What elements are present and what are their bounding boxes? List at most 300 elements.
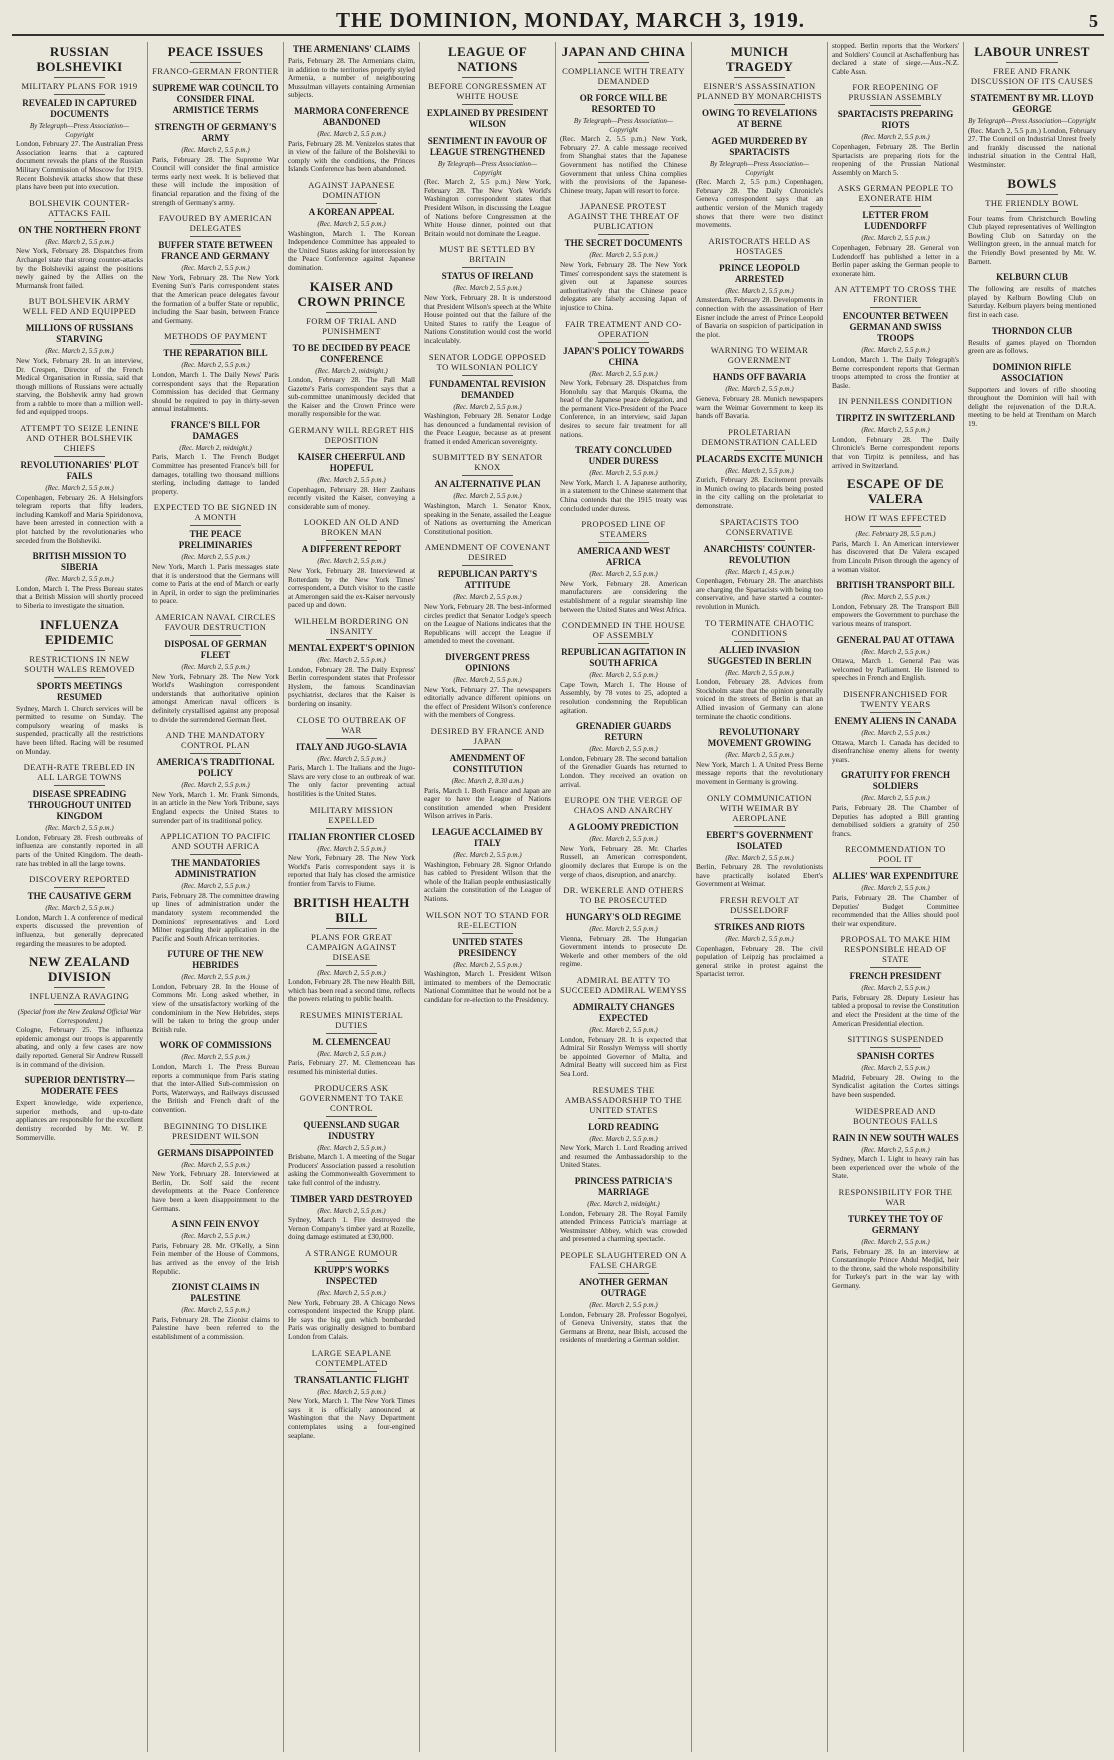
- dateline: (Rec. March 2, 5.5 p.m.): [861, 794, 930, 803]
- article-body: London, February 28. The second battalion of the Grenadier Guards has returned to London. They received an ovation on arrival.: [560, 753, 687, 789]
- rule-divider: [734, 368, 785, 369]
- article: [16, 617, 143, 757]
- dateline: (Rec. March 2, 5.5 p.m.): [181, 146, 250, 154]
- article: [832, 396, 959, 470]
- article-body: New York, February 28. A Chicago News correspondent inspected the Krupp plant. He says the big gun which bombarded Paris was originally designed to bombard London from Calais.: [288, 1297, 415, 1341]
- subhead: MILITARY PLANS FOR 1919: [21, 81, 138, 91]
- article-body: New York, February 28. Interviewed at Berlin, Dr. Solf said the recent developments at the Peace Conference have been a keen disappointment to the Germans.: [152, 1169, 279, 1213]
- dateline: (Rec. March 2, 5.5 p.m.): [453, 284, 522, 293]
- deck: THE PEACE PRELIMINARIES: [178, 529, 253, 551]
- article: [152, 420, 279, 497]
- deck: ALLIES' WAR EXPENDITURE: [832, 871, 959, 882]
- article-body: New York, March 1. A United Press Berne message reports that the revolutionary movement in Germany is growing.: [696, 759, 823, 786]
- columns: [12, 36, 1104, 1752]
- dateline: (Rec. March 2, 5.5 p.m.): [861, 728, 930, 737]
- subhead: AMERICAN NAVAL CIRCLES FAVOUR DESTRUCTION: [155, 612, 276, 632]
- rule-divider: [54, 677, 105, 678]
- article: [968, 326, 1096, 356]
- subhead: SPARTACISTS TOO CONSERVATIVE: [719, 516, 800, 537]
- article-body: Copenhagen, February 26. A Helsingfors telegram reports that fifty leaders, including Kamkoff and Maria Spiridonova, have been arrested in connection with a plot hatched by the revolutionaries who seceded from the Bolsheviki.: [16, 492, 143, 545]
- article-body: New York, February 28. Mr. Charles Russell, an American correspondent, gloomily declares that Europe is on the verge of chaos, disruption, and anarchy.: [560, 843, 687, 879]
- headline: ESCAPE OF DE VALERA: [846, 476, 945, 507]
- dateline: By Telegraph—Press Association—Copyright: [573, 117, 674, 134]
- dateline: (Rec. March 2, 5.5 p.m.): [453, 850, 522, 859]
- article: [16, 423, 143, 545]
- rule-divider: [326, 540, 377, 541]
- deck: ITALIAN FRONTIER CLOSED: [288, 831, 415, 842]
- article-body: Copenhagen, February 28. The anarchists are charging the Spartacists with being too conservative, and have started a counter-revolution in Munich.: [696, 576, 823, 612]
- rule-divider: [734, 641, 785, 642]
- rule-divider: [870, 712, 921, 713]
- article: [560, 1085, 687, 1170]
- article: [424, 44, 551, 130]
- article-body: London, February 28. Professor Bogolyei, of Geneva University, states that the Germans at Brenz, near Ibish, accused the residents of murdering a German soldier.: [560, 1309, 687, 1345]
- deck: GRATUITY FOR FRENCH SOLDIERS: [840, 770, 950, 792]
- subhead: MILITARY MISSION EXPELLED: [309, 804, 394, 825]
- dateline: (Rec. March 2, 5.5 p.m.): [861, 593, 930, 602]
- article-body: Paris, February 28. The Chamber of Deputies' Budget Committee recommended that the Allies should pool their war expenditure.: [832, 892, 959, 928]
- article-body: New York, February 28. The New York Evening Sun's Paris correspondent states that the American peace delegates favour the formation of a buffer State or republic, including the Saar basin, between France and Germany.: [152, 272, 279, 325]
- rule-divider: [326, 1371, 377, 1372]
- column-2: [148, 42, 284, 1752]
- rule-divider: [190, 1144, 241, 1145]
- article: [288, 1348, 415, 1441]
- rule-divider: [598, 62, 649, 63]
- headline: MUNICH TRAGEDY: [725, 44, 794, 74]
- article-body: Four teams from Christchurch Bowling Club played representatives of Wellington Bowling Club on Saturday on the Wellington green, in the annual match for the Friendly Bowl presented by Mr. W. Barnett.: [968, 213, 1096, 266]
- article-body: London, February 28. The Daily Express' Berlin correspondent states that Professor Hyslem, the famous Scandinavian psychiatrist, declares that the Kaiser is bordering on insanity.: [288, 664, 415, 708]
- article: [288, 517, 415, 610]
- article-body: Sydney, March 1. Fire destroyed the Vernon Company's timber yard at Rozelle, doing damage estimated at £30,000.: [288, 1215, 415, 1242]
- rule-divider: [326, 639, 377, 640]
- subhead: RECOMMENDATION TO POOL IT: [845, 844, 946, 865]
- dateline: (Rec. March 2, 5.5 p.m.): [45, 904, 114, 913]
- article: [832, 42, 959, 76]
- deck: THORNDON CLUB: [991, 325, 1073, 336]
- dateline: (Rec. March 2, 5.5 p.m.): [45, 237, 114, 246]
- article-body: New York, March 1. Paris messages state that it is understood that the Germans will come to Paris at the end of March or early in April, in order to sign the preliminaries to peace.: [152, 562, 279, 606]
- subhead: WARNING TO WEIMAR GOVERNMENT: [710, 345, 809, 366]
- article-body: London, February 28. The Pall Mall Gazette's Paris correspondent says that a sub-committee unanimously decided that the Kaiser and the Crown Prince were morally responsible for the war.: [288, 375, 415, 419]
- article-body: Copenhagen, February 28. Herr Zauhaus recently visited the Kaiser, conveying a considerable sum of money.: [288, 484, 415, 511]
- article-body: London, February 28. The Daily Chronicle's Berne correspondent reports that von Tirpitz is penniless, and has arrived in Switzerland.: [832, 434, 959, 470]
- headline: RUSSIAN BOLSHEVIKI: [36, 44, 123, 74]
- article: [152, 331, 279, 414]
- deck: KAISER CHEERFUL AND HOPEFUL: [297, 452, 406, 474]
- dateline: (Rec. March 2, 5.5 p.m.): [725, 466, 794, 475]
- dateline: (Rec. March 2, 5.5 p.m.): [589, 835, 658, 844]
- subhead: MUST BE SETTLED BY BRITAIN: [439, 244, 536, 265]
- deck: DIVERGENT PRESS OPINIONS: [445, 652, 530, 673]
- subhead: METHODS OF PAYMENT: [164, 331, 267, 342]
- dateline: (Rec. March 2, 5.5 p.m.): [589, 369, 658, 378]
- deck: REVEALED IN CAPTURED DOCUMENTS: [22, 98, 137, 119]
- dateline: (Rec. March 2, 5.5 p.m.): [181, 361, 250, 370]
- dateline: (Rec. March 2, 5.5 p.m.): [453, 960, 522, 969]
- article: [832, 1187, 959, 1291]
- deck: OWING TO REVELATIONS AT BERNE: [701, 108, 818, 129]
- deck: SPARTACISTS PREPARING RIOTS: [837, 109, 954, 131]
- dateline: (Rec. March 2, 5.5 p.m.): [725, 934, 794, 943]
- article-body: London, March 1. The Daily Telegraph's Berne correspondent reports that German troops attempted to cross the frontier at Basle.: [832, 354, 959, 390]
- article-body: Paris, March 1. The French Budget Committee has presented France's bill for damages, totalling two thousand millions sterling, including damage to landed property.: [152, 452, 279, 496]
- article: [560, 44, 687, 195]
- rule-divider: [54, 221, 105, 222]
- article-body: New York, March 1. Mr. Frank Simonds, in an article in the New York Tribune, says England expects the United States to surrender part of its traditional policy.: [152, 789, 279, 825]
- article-body: Paris, February 28. The Supreme War Council will consider the final armistice terms early next week. It is believed that these will include the imposition of financial reparation and the fixing of the strength of Germany's army.: [152, 154, 279, 207]
- article: [424, 136, 551, 238]
- dateline: (Rec. March 2, 5.5 p.m.): [861, 884, 930, 893]
- article-body: Paris, February 28. Deputy Lesieur has tabled a proposal to revise the Constitution and elect the President at the time of the American Presidential election.: [832, 992, 959, 1028]
- rule-divider: [1006, 211, 1057, 212]
- article-body: New York, February 28. American manufacturers are considering the establishment of a regular steamship line between the United States and West Africa.: [560, 578, 687, 614]
- deck: M. CLEMENCEAU: [312, 1036, 391, 1047]
- rule-divider: [870, 967, 921, 968]
- rule-divider: [190, 753, 241, 754]
- article-body: London, March 1. The Daily News' Paris correspondent says that the Reparation Commission has decided that Germany should be required to pay in thirty-seven annual instalments.: [152, 369, 279, 414]
- article-body: Copenhagen, February 28. General von Ludendorff has published a letter in a Berlin paper asking the German people to exonerate him.: [832, 242, 959, 278]
- deck: TREATY CONCLUDED UNDER DURESS: [575, 445, 672, 467]
- dateline: (Rec. March 2, 5.5 p.m.): [45, 824, 114, 833]
- rule-divider: [326, 339, 377, 340]
- article: [16, 551, 143, 610]
- rule-divider: [870, 409, 921, 410]
- deck: STATUS OF IRELAND: [441, 271, 534, 282]
- article-body: Copenhagen, February 28. The civil population of Leipzig has proclaimed a general strike in protest against the Spartacist terror.: [696, 943, 823, 979]
- deck: A SINN FEIN ENVOY: [171, 1219, 260, 1230]
- rule-divider: [598, 234, 649, 235]
- deck: TIRPITZ IN SWITZERLAND: [835, 413, 956, 424]
- newspaper-title: THE DOMINION, MONDAY, MARCH 3, 1919.: [335, 8, 806, 32]
- deck: GERMANS DISAPPOINTED: [157, 1147, 274, 1158]
- subhead: RESPONSIBILITY FOR THE WAR: [838, 1187, 953, 1207]
- article-body: London, February 28. In the House of Commons Mr. Long asked whether, in view of the unsatisfactory working of the condominium in the New Hebrides, steps will be taken to bring the group under British rule.: [152, 981, 279, 1034]
- article: [16, 762, 143, 868]
- deck: THE REPARATION BILL: [163, 348, 268, 359]
- article: [288, 715, 415, 799]
- deck: AN ALTERNATIVE PLAN: [434, 479, 541, 490]
- deck: BRITISH MISSION TO SIBERIA: [32, 551, 127, 573]
- dateline: (Rec. March 2, 5.5 p.m.): [453, 593, 522, 602]
- article: [424, 542, 551, 646]
- article: [424, 352, 551, 447]
- rule-divider: [462, 565, 513, 566]
- deck: ADMIRALTY CHANGES EXPECTED: [572, 1002, 675, 1024]
- article-body: New York, March 1. A Japanese authority, in a statement to the Chinese statement that China contends that the 1915 treaty was concluded under duress.: [560, 477, 687, 513]
- deck: ANARCHISTS' COUNTER-REVOLUTION: [703, 543, 816, 565]
- headline: LABOUR UNREST: [974, 44, 1090, 59]
- subhead: LOOKED AN OLD AND BROKEN MAN: [303, 517, 400, 538]
- article-body: Supporters and lovers of rifle shooting throughout the Dominion will hail with delight the rejuvenation of the D.R.A. meeting to be held at Trentham on March 19.: [968, 384, 1096, 429]
- article: [288, 106, 415, 174]
- dateline: (Rec. March 2, 5.5 p.m.): [861, 133, 930, 142]
- deck: THE CAUSATIVE GERM: [27, 891, 132, 902]
- article: [152, 831, 279, 943]
- rule-divider: [734, 826, 785, 827]
- article: [16, 874, 143, 948]
- headline: KAISER AND CROWN PRINCE: [297, 278, 406, 309]
- article-body: New York, February 28. It is understood that President Wilson's speech at the White House pointed out that the failure of the United States to ratify the League of Nations Constitution would cost the world incalculably.: [424, 292, 551, 345]
- article-body: Paris, February 28. The Armenians claim, in addition to the territories properly styled Armenia, a number of neighbouring Mussulman villayets containing Armenian subjects.: [288, 56, 415, 100]
- rule-divider: [734, 918, 785, 919]
- subhead: FAIR TREATMENT AND CO-OPERATION: [565, 318, 682, 339]
- rule-divider: [870, 307, 921, 308]
- rule-divider: [870, 105, 921, 106]
- article-body: New York, February 28. Interviewed at Rotterdam by the New York Times' correspondent, a Dutch visitor to the castle at Amerongen said the ex-Kaiser nervously paced up and down.: [288, 566, 415, 610]
- rule-divider: [190, 62, 241, 63]
- rule-divider: [1006, 89, 1057, 90]
- article: [832, 844, 959, 928]
- dateline: (Rec. March 2, 5.5 p.m.): [181, 781, 250, 790]
- article-body: (Rec. March 2, 5.5 p.m.) London, February 27. The Council on Industrial Unrest freely and frankly discussed the national industrial situation in the Central Hall, Westminster.: [968, 125, 1096, 169]
- article: [832, 1034, 959, 1099]
- dateline: (Rec. March 2, 5.5 p.m.): [181, 264, 250, 273]
- column-5: [556, 42, 692, 1752]
- article-body: New York, March 1. Lord Reading arrived and resumed the Ambassadorship to the United States.: [560, 1143, 687, 1170]
- article-body: Expert knowledge, wide experience, superior methods, and up-to-date appliances are responsible for the excellent dentistry recorded by Mr. W. P. Sommerville.: [16, 1098, 143, 1142]
- column-1: [12, 42, 148, 1752]
- dateline: (Rec. March 2, 5.5 p.m.): [317, 844, 386, 853]
- subhead: INFLUENZA RAVAGING: [29, 991, 130, 1002]
- article: [560, 795, 687, 879]
- article: [152, 122, 279, 207]
- subhead: WIDESPREAD AND BOUNTEOUS FALLS: [853, 1105, 938, 1126]
- rule-divider: [326, 1261, 377, 1262]
- dateline: (Rec. March 2, 5.5 p.m.): [317, 129, 386, 138]
- article-body: Results of games played on Thorndon green are as follows.: [968, 337, 1096, 356]
- deck: MILLIONS OF RUSSIANS STARVING: [25, 323, 134, 345]
- subhead: RESUMES THE AMBASSADORSHIP TO THE UNITED STATES: [564, 1084, 683, 1115]
- dateline: (Rec. March 2, 5.5 p.m.): [317, 968, 386, 977]
- subhead: FAVOURED BY AMERICAN DELEGATES: [158, 213, 273, 234]
- dateline: (Rec. March 2, midnight.): [179, 443, 252, 452]
- article-body: Paris, February 28. M. Venizelos states that in view of the failure of the Bolsheviki to comply with the conditions, the Princes Islands Conference has been abandoned.: [288, 138, 415, 174]
- rule-divider: [326, 738, 377, 739]
- rule-divider: [54, 785, 105, 786]
- dateline: (Rec. March 2, 5.5 p.m.): [861, 346, 930, 355]
- article: [832, 183, 959, 278]
- article-body: Ottawa, March 1. Canada has decided to disenfranchise enemy aliens for twenty years.: [832, 737, 959, 764]
- deck: GRENADIER GUARDS RETURN: [575, 721, 672, 743]
- deck: KRUPP'S WORKS INSPECTED: [313, 1265, 390, 1286]
- article: [696, 427, 823, 511]
- subhead: AMENDMENT OF COVENANT DESIRED: [424, 542, 551, 563]
- article: [832, 689, 959, 764]
- rule-divider: [598, 1273, 649, 1274]
- dateline: (Rec. March 2, 5.5 p.m.): [181, 1306, 250, 1315]
- subhead: BOLSHEVIK COUNTER-ATTACKS FAIL: [29, 197, 130, 218]
- deck: PRINCE LEOPOLD ARRESTED: [719, 262, 800, 284]
- column-7: [828, 42, 964, 1752]
- article: [288, 44, 415, 100]
- deck: STRIKES AND RIOTS: [714, 921, 805, 932]
- article: [424, 726, 551, 821]
- deck: PLACARDS EXCITE MUNICH: [696, 453, 823, 464]
- rule-divider: [462, 104, 513, 105]
- article: [288, 1194, 415, 1242]
- rule-divider: [190, 525, 241, 526]
- article: [560, 1176, 687, 1244]
- subhead: AGAINST JAPANESE DOMINATION: [308, 179, 395, 200]
- subhead: FOR REOPENING OF PRUSSIAN ASSEMBLY: [848, 82, 943, 103]
- dateline: (Rec. March 2, 5.5 p.m.): [317, 1289, 386, 1297]
- dateline: (Rec. March 2, 5.5 p.m.): [861, 1064, 930, 1073]
- article-body: London, February 28. The Royal Family attended Princess Patricia's marriage at Westminster Abbey, which was crowded and presented a charming spectacle.: [560, 1208, 687, 1244]
- column-3: [284, 42, 420, 1752]
- article: [16, 198, 143, 291]
- subhead: ADMIRAL BEATTY TO SUCCEED ADMIRAL WEMYSS: [560, 975, 687, 996]
- rule-divider: [734, 259, 785, 260]
- deck: QUEENSLAND SUGAR INDUSTRY: [303, 1119, 400, 1141]
- subhead: EXPECTED TO BE SIGNED IN A MONTH: [153, 502, 278, 523]
- article: [560, 1250, 687, 1345]
- dateline: (Rec. March 2, 5.5 p.m.): [317, 476, 386, 485]
- article: [288, 616, 415, 709]
- article: [16, 44, 143, 192]
- deck: HANDS OFF BAVARIA: [712, 372, 807, 383]
- deck: SUPERIOR DENTISTRY—MODERATE FEES: [24, 1075, 135, 1097]
- article: [832, 770, 959, 838]
- subhead: RESTRICTIONS IN NEW SOUTH WALES REMOVED: [24, 653, 135, 674]
- article: [696, 345, 823, 420]
- subhead: DR. WEKERLE AND OTHERS TO BE PROSECUTED: [563, 885, 684, 906]
- article: [16, 954, 143, 1069]
- subhead: DISENFRANCHISED FOR TWENTY YEARS: [843, 688, 948, 709]
- article-body: Washington, March 1. Senator Knox, speaking in the Senate, assailed the League of Nations as overturning the American Constitutional position.: [424, 501, 551, 536]
- rule-divider: [870, 206, 921, 207]
- article-body: Cape Town, March 1. The House of Assembly, by 78 votes to 25, adopted a resolution condemning the Republican agitation.: [560, 679, 687, 715]
- deck: ENCOUNTER BETWEEN GERMAN AND SWISS TROOPS: [842, 311, 949, 344]
- headline: INFLUENZA EPIDEMIC: [39, 616, 120, 647]
- dateline: (Rec. March 2, 5.5 p.m.): [181, 1160, 250, 1169]
- subhead: FRESH REVOLT AT DUSSELDORF: [719, 894, 800, 915]
- headline: JAPAN AND CHINA: [561, 44, 686, 59]
- subhead: SENATOR LODGE OPPOSED TO WILSONIAN POLICY: [428, 351, 547, 372]
- dateline: (Rec. March 2, 5.5 p.m.): [861, 234, 930, 243]
- dateline: (Rec. March 2, 5.5 p.m.): [861, 1145, 930, 1154]
- article-body: New York, February 28. The New York Times' correspondent says the statement is given out at Japanese sources authoritatively that the Chinese peace delegates are falsely accusing Japan of injustice to China.: [560, 259, 687, 312]
- rule-divider: [326, 965, 377, 966]
- rule-divider: [190, 344, 241, 345]
- subhead: PRODUCERS ASK GOVERNMENT TO TAKE CONTROL: [299, 1082, 404, 1113]
- subhead: WILSON NOT TO STAND FOR RE-ELECTION: [425, 909, 550, 930]
- article: [152, 949, 279, 1034]
- rule-divider: [870, 509, 921, 510]
- dateline: (Rec. March 2, 5.5 p.m.): [725, 668, 794, 677]
- dateline: (Rec. March 2, 5.5 p.m.): [453, 402, 522, 411]
- subhead: CONDEMNED IN THE HOUSE OF ASSEMBLY: [561, 620, 686, 641]
- article: [832, 1106, 959, 1181]
- deck: A GLOOMY PREDICTION: [568, 822, 679, 833]
- dateline: (Rec. March 2, 5.5 p.m.): [861, 426, 930, 435]
- article-body: London, March 1. A conference of medical experts discussed the prevention of influenza, but generally deprecated regarding the measures to be adopted.: [16, 912, 143, 948]
- rule-divider: [598, 818, 649, 819]
- deck: ALLIED INVASION SUGGESTED IN BERLIN: [707, 644, 812, 666]
- rule-divider: [462, 267, 513, 268]
- article-body: Paris, February 28. The committee drawing up lines of administration under the mandatory system recommended the Dominions' representatives and Lord Milner regarding their application in the Pacific and South African territories.: [152, 890, 279, 943]
- article-body: Sydney, March 1. Church services will be permitted to resume on Sunday. The compulsory wearing of masks is suspended, practically all the restrictions have been lifted. Racing will be resumed on Monday.: [16, 703, 143, 756]
- dateline: (Rec. March 2, 5.5 p.m.): [317, 754, 386, 763]
- rule-divider: [734, 450, 785, 451]
- dateline: (Rec. March 2, 5.5 p.m.): [589, 925, 658, 934]
- subhead: EUROPE ON THE VERGE OF CHAOS AND ANARCHY: [564, 795, 683, 816]
- article-body: Washington, February 28. Signor Orlando has cabled to President Wilson that the whole of the Italian people enthusiastically acclaim the constitution of the League of Nations.: [424, 859, 551, 903]
- article: [968, 44, 1096, 170]
- article-body: London, February 28. The Transport Bill empowers the Government to purchase the various means of transport.: [832, 601, 959, 628]
- column-4: [420, 42, 556, 1752]
- article: [696, 517, 823, 612]
- deck: AMERICA AND WEST AFRICA: [577, 546, 670, 568]
- article: [560, 885, 687, 969]
- deck: AMERICA'S TRADITIONAL POLICY: [156, 757, 275, 779]
- dateline: (Rec. March 2, 5.5 p.m.): [861, 647, 930, 656]
- rule-divider: [598, 643, 649, 644]
- article-body: Paris, February 28. The Chamber of Deputies has adopted a Bill granting demobilised soldiers a gratuity of 250 francs.: [832, 802, 959, 838]
- subhead: WILHELM BORDERING ON INSANITY: [294, 616, 409, 636]
- dateline: (Rec. March 2, 5.5 p.m.): [589, 1300, 658, 1309]
- article-body: London, March 1. The Press Bureau states that a British Mission will shortly proceed to Siberia to investigate the situation.: [16, 583, 143, 610]
- article: [696, 618, 823, 722]
- article-body: New York, February 27. The newspapers editorially advance different opinions on the effect of President Wilson's conference with the members of Congress.: [424, 684, 551, 720]
- rule-divider: [190, 635, 241, 636]
- subhead: THE FRIENDLY BOWL: [985, 197, 1079, 208]
- article: [152, 1219, 279, 1276]
- dateline: (Rec. March 2, 5.5 p.m.): [861, 984, 930, 993]
- article-body: New York, February 28. Dispatches from Archangel state that strong counter-attacks by the Bolsheviki against the positions newly gained by the Allies on the Murmansk front failed.: [16, 246, 143, 290]
- dateline: (Rec. March 2, 5.5 p.m.): [317, 1206, 386, 1215]
- deck: EBERT'S GOVERNMENT ISOLATED: [706, 829, 813, 851]
- deck: A DIFFERENT REPORT: [301, 544, 402, 555]
- article: [560, 201, 687, 312]
- deck: RAIN IN NEW SOUTH WALES: [832, 1132, 959, 1143]
- subhead: PEOPLE SLAUGHTERED ON A FALSE CHARGE: [560, 1249, 687, 1270]
- deck: WORK OF COMMISSIONS: [159, 1040, 272, 1051]
- article: [424, 244, 551, 345]
- deck: LETTER FROM LUDENDORFF: [862, 210, 929, 232]
- deck: TIMBER YARD DESTROYED: [290, 1193, 413, 1204]
- deck: THE ARMENIANS' CLAIMS: [292, 44, 411, 54]
- article-body: Brisbane, March 1. A meeting of the Sugar Producers' Association passed a resolution asking the Commonwealth Government to take full control of the industry.: [288, 1152, 415, 1188]
- deck: FUNDAMENTAL REVISION DEMANDED: [429, 378, 546, 400]
- article-body: Paris, March 1. The Italians and the Jugo-Slavs are very close to an outbreak of war. The only factor preventing actual hostilities is the United States.: [288, 763, 415, 798]
- article-body: Cologne, February 25. The influenza epidemic amongst our troops is apparently abating, and only a few cases are now daily reported. General Sir Andrew Russell is in command of the division.: [16, 1025, 143, 1069]
- deck: HUNGARY'S OLD REGIME: [565, 912, 682, 923]
- subhead: EISNER'S ASSASSINATION PLANNED BY MONARCHISTS: [696, 81, 823, 101]
- article: [16, 296, 143, 417]
- dateline: (Rec. March 2, 5.5 p.m.): [725, 853, 794, 862]
- subhead: SITTINGS SUSPENDED: [847, 1034, 944, 1045]
- subhead: TO TERMINATE CHAOTIC CONDITIONS: [704, 617, 815, 638]
- deck: REPUBLICAN AGITATION IN SOUTH AFRICA: [561, 647, 686, 669]
- subhead: SUBMITTED BY SENATOR KNOX: [432, 452, 543, 473]
- article: [968, 362, 1096, 429]
- article: [560, 975, 687, 1079]
- dateline: (Rec. March 2, 5.5 p.m.): [725, 385, 794, 394]
- article-body: New York, February 28. The New York World's Washington correspondent understands that authoritative opinion amongst American naval officers is definitely crystallised against any proposal to divide the surrendered German fleet.: [152, 671, 279, 724]
- deck: DOMINION RIFLE ASSOCIATION: [992, 361, 1072, 383]
- headline: NEW ZEALAND DIVISION: [29, 954, 130, 985]
- deck: THE SECRET DOCUMENTS: [564, 238, 683, 249]
- rule-divider: [870, 867, 921, 868]
- article-body: New York, February 28. The New York World's Paris correspondent says it is reported that Italy has closed the armistice frontier from Tarvis to Fiume.: [288, 853, 415, 888]
- dateline: By Telegraph—Press Association—Copyright: [29, 122, 130, 139]
- deck: FRANCE'S BILL FOR DAMAGES: [170, 419, 261, 441]
- deck: REVOLUTIONARY MOVEMENT GROWING: [707, 727, 812, 749]
- rule-divider: [870, 526, 921, 527]
- deck: GENERAL PAU AT OTTAWA: [836, 634, 955, 645]
- rule-divider: [870, 1129, 921, 1130]
- deck: EXPLAINED BY PRESIDENT WILSON: [426, 108, 549, 129]
